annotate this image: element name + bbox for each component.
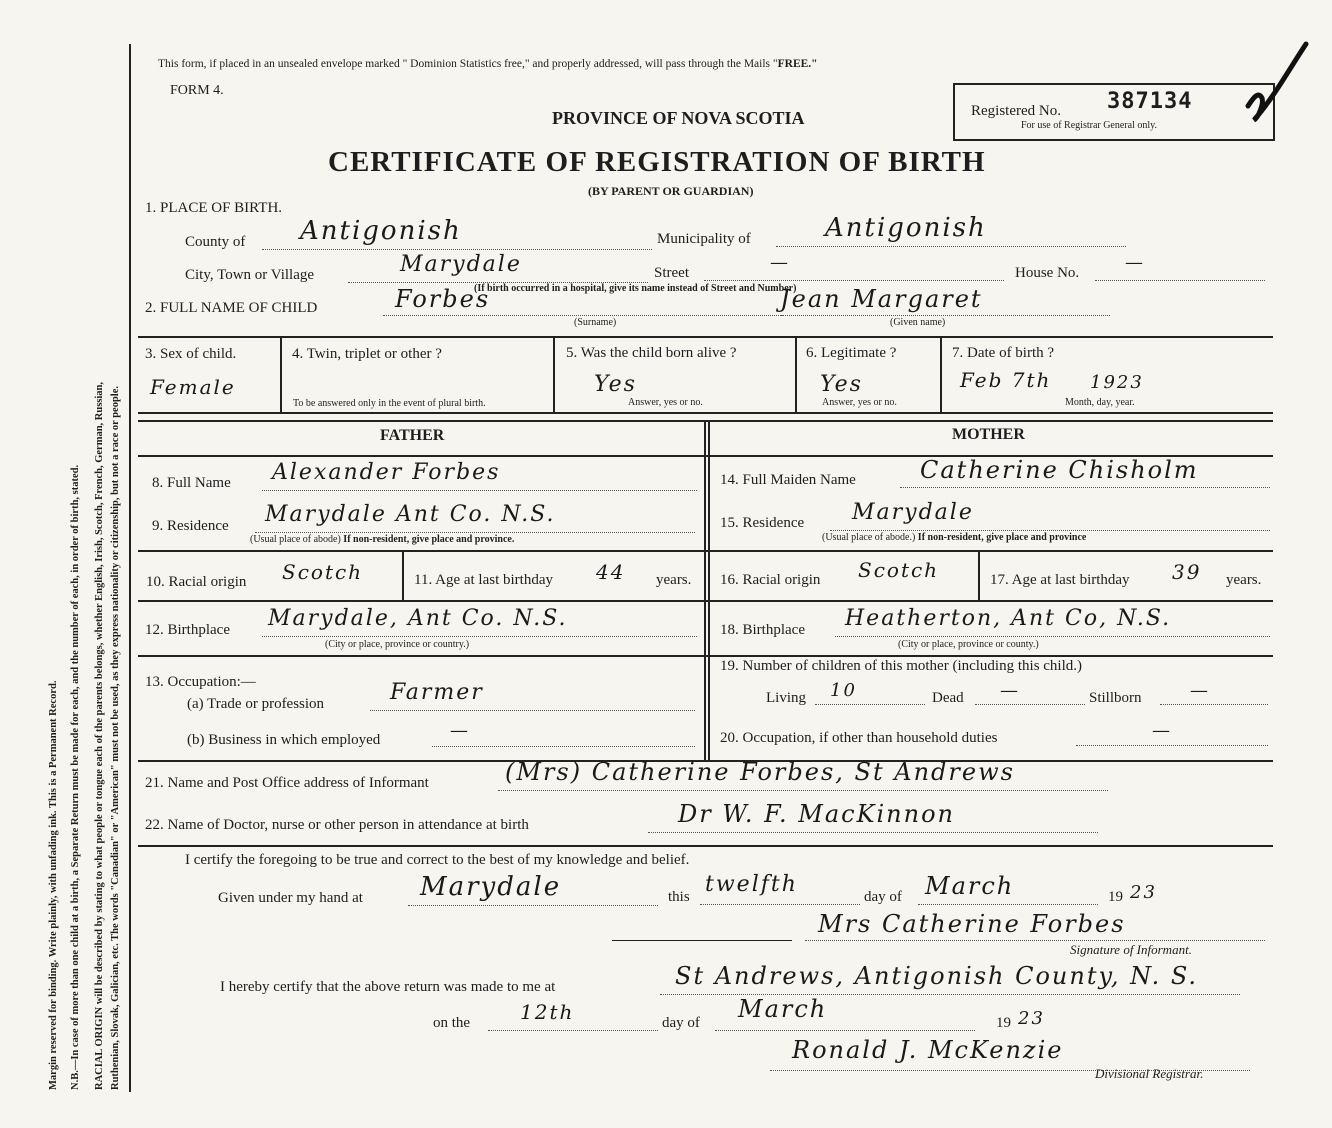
stillborn-label: Stillborn xyxy=(1089,690,1142,706)
alive-value: Yes xyxy=(594,372,637,397)
street-note: (If birth occurred in a hospital, give its name instead of Street and Number) xyxy=(474,283,797,294)
registrar-month: March xyxy=(738,995,828,1023)
mother-name-value: Catherine Chisholm xyxy=(920,456,1199,484)
twin-label: 4. Twin, triplet or other ? xyxy=(292,346,442,362)
alive-label: 5. Was the child born alive ? xyxy=(566,345,737,361)
child-given-name: Jean Margaret xyxy=(780,285,983,313)
father-racial-label: 10. Racial origin xyxy=(146,574,247,590)
trade-label: (a) Trade or profession xyxy=(187,696,325,712)
house-label: House No. xyxy=(1015,265,1080,281)
dob-year: 1923 xyxy=(1090,372,1144,393)
dob-month-day: Feb 7th xyxy=(960,368,1052,392)
dob-label: 7. Date of birth ? xyxy=(952,345,1055,361)
place-of-birth-heading: 1. PLACE OF BIRTH. xyxy=(145,200,283,216)
twin-note: To be answered only in the event of plural birth. xyxy=(293,398,486,409)
mother-residence-note: (Usual place of abode.) If non-resident, give place and province xyxy=(822,532,1087,543)
certify-statement: I certify the foregoing to be true and correct to the best of my knowledge and belief. xyxy=(185,852,690,868)
this-label: this xyxy=(668,889,690,905)
county-value: Antigonish xyxy=(300,216,462,246)
city-label: City, Town or Village xyxy=(185,267,315,283)
father-birthplace-label: 12. Birthplace xyxy=(145,622,230,638)
given-place: Marydale xyxy=(420,872,562,902)
father-age-value: 44 xyxy=(596,560,626,584)
mother-racial-value: Scotch xyxy=(858,558,940,582)
registered-number: 387134 xyxy=(1107,89,1193,114)
on-day-value: 12th xyxy=(520,1000,575,1024)
racial-origin-note-1: RACIAL ORIGIN will be described by stating to what people or tongue each of the parents belongs, whether English, Irish, Scotch, French, German, Russian, xyxy=(94,381,105,1090)
city-value: Marydale xyxy=(400,252,522,277)
mother-racial-label: 16. Racial origin xyxy=(720,572,821,588)
informant-value: (Mrs) Catherine Forbes, St Andrews xyxy=(505,758,1015,786)
mother-age-value: 39 xyxy=(1172,560,1202,584)
margin-border xyxy=(129,44,131,1092)
registrar-note: For use of Registrar General only. xyxy=(1021,120,1157,131)
living-value: 10 xyxy=(830,680,857,701)
informant-label: 21. Name and Post Office address of Informant xyxy=(145,775,429,791)
registrar-statement: I hereby certify that the above return was made to me at xyxy=(220,979,556,995)
father-occupation-label: 13. Occupation:— xyxy=(145,674,256,690)
registered-label: Registered No. xyxy=(971,103,1061,119)
sex-label: 3. Sex of child. xyxy=(145,346,237,362)
day-of-label: day of xyxy=(864,889,902,905)
father-age-unit: years. xyxy=(656,572,692,588)
legitimate-value: Yes xyxy=(820,372,863,397)
mother-residence-label: 15. Residence xyxy=(720,515,805,531)
father-residence-note: (Usual place of abode) If non-resident, give place and province. xyxy=(250,534,515,545)
legitimate-note: Answer, yes or no. xyxy=(822,397,897,408)
mother-birthplace-note: (City or place, province or county.) xyxy=(898,639,1039,650)
registrar-year-prefix: 19 xyxy=(996,1015,1011,1031)
plural-birth-note: N.B.—In case of more than one child at a birth, a Separate Return must be made for each, and the number of each, in order of birth, stated. xyxy=(70,464,81,1090)
margin-note: Margin reserved for binding. Write plainly, with unfading ink. This is a Permanent Record. xyxy=(48,680,59,1090)
day-value: twelfth xyxy=(705,872,798,897)
mother-occupation-label: 20. Occupation, if other than household duties xyxy=(720,730,998,746)
father-heading: FATHER xyxy=(380,427,445,444)
binding-margin xyxy=(0,0,135,1128)
on-the-label: on the xyxy=(433,1015,471,1031)
form-number: FORM 4. xyxy=(170,83,224,98)
child-surname: Forbes xyxy=(395,285,491,313)
father-birthplace-note: (City or place, province or country.) xyxy=(325,639,470,650)
year-prefix: 19 xyxy=(1108,889,1123,905)
mail-notice: This form, if placed in an unsealed envelope marked " Dominion Statistics free," and properly addressed, will pass through the Mails "FREE." xyxy=(158,58,818,70)
registrar-place: St Andrews, Antigonish County, N. S. xyxy=(675,962,1199,990)
business-label: (b) Business in which employed xyxy=(187,732,381,748)
county-label: County of xyxy=(185,234,246,250)
father-residence-label: 9. Residence xyxy=(152,518,229,534)
province-heading: PROVINCE OF NOVA SCOTIA xyxy=(552,108,805,128)
father-name-value: Alexander Forbes xyxy=(272,460,501,485)
check-mark xyxy=(1232,40,1312,130)
divisional-registrar-label: Divisional Registrar. xyxy=(1095,1066,1204,1081)
dead-value: — xyxy=(1000,680,1020,701)
month-value: March xyxy=(925,872,1015,900)
certificate-subtitle: (BY PARENT OR GUARDIAN) xyxy=(588,184,754,198)
surname-note: (Surname) xyxy=(574,317,617,328)
business-value: — xyxy=(450,720,470,741)
mother-birthplace-label: 18. Birthplace xyxy=(720,622,805,638)
legitimate-label: 6. Legitimate ? xyxy=(806,345,897,361)
racial-origin-note-2: Ruthenian, Slovak, Galician, etc. The words "Canadian" or "American" must not be used, as they express nationality or citizenship, but not a race or people. xyxy=(110,385,121,1090)
stillborn-value: — xyxy=(1190,680,1210,701)
given-name-note: (Given name) xyxy=(890,317,946,328)
dob-note: Month, day, year. xyxy=(1065,397,1135,408)
doctor-value: Dr W. F. MacKinnon xyxy=(678,800,955,828)
signature-informant-label: Signature of Informant. xyxy=(1070,942,1192,957)
sex-value: Female xyxy=(150,375,236,399)
mother-birthplace-value: Heatherton, Ant Co, N.S. xyxy=(845,606,1172,631)
mother-occupation-value: — xyxy=(1152,720,1172,741)
father-racial-value: Scotch xyxy=(282,560,364,584)
municipality-label: Municipality of xyxy=(657,231,751,247)
registration-box xyxy=(953,83,1275,141)
street-value: — xyxy=(770,252,790,273)
certificate-title: CERTIFICATE OF REGISTRATION OF BIRTH xyxy=(328,146,986,178)
year-value: 23 xyxy=(1130,882,1157,903)
mother-heading: MOTHER xyxy=(952,426,1025,443)
living-label: Living xyxy=(766,690,806,706)
trade-value: Farmer xyxy=(390,680,484,705)
mother-residence-value: Marydale xyxy=(852,500,974,525)
children-label: 19. Number of children of this mother (including this child.) xyxy=(720,658,1083,674)
given-label: Given under my hand at xyxy=(218,890,363,906)
municipality-value: Antigonish xyxy=(825,213,987,243)
father-name-label: 8. Full Name xyxy=(152,475,231,491)
house-value: — xyxy=(1125,252,1145,273)
registrar-signature: Ronald J. McKenzie xyxy=(792,1036,1064,1064)
father-age-label: 11. Age at last birthday xyxy=(414,572,553,588)
mother-age-label: 17. Age at last birthday xyxy=(990,572,1130,588)
registrar-year: 23 xyxy=(1018,1008,1045,1029)
child-name-label: 2. FULL NAME OF CHILD xyxy=(145,300,318,316)
mother-name-label: 14. Full Maiden Name xyxy=(720,472,856,488)
dead-label: Dead xyxy=(932,690,964,706)
father-residence-value: Marydale Ant Co. N.S. xyxy=(265,502,556,527)
doctor-label: 22. Name of Doctor, nurse or other person in attendance at birth xyxy=(145,817,529,833)
street-label: Street xyxy=(654,265,689,281)
mother-age-unit: years. xyxy=(1226,572,1262,588)
registrar-day-of-label: day of xyxy=(662,1015,700,1031)
alive-note: Answer, yes or no. xyxy=(628,397,703,408)
informant-signature: Mrs Catherine Forbes xyxy=(818,910,1126,938)
father-birthplace-value: Marydale, Ant Co. N.S. xyxy=(268,606,568,631)
